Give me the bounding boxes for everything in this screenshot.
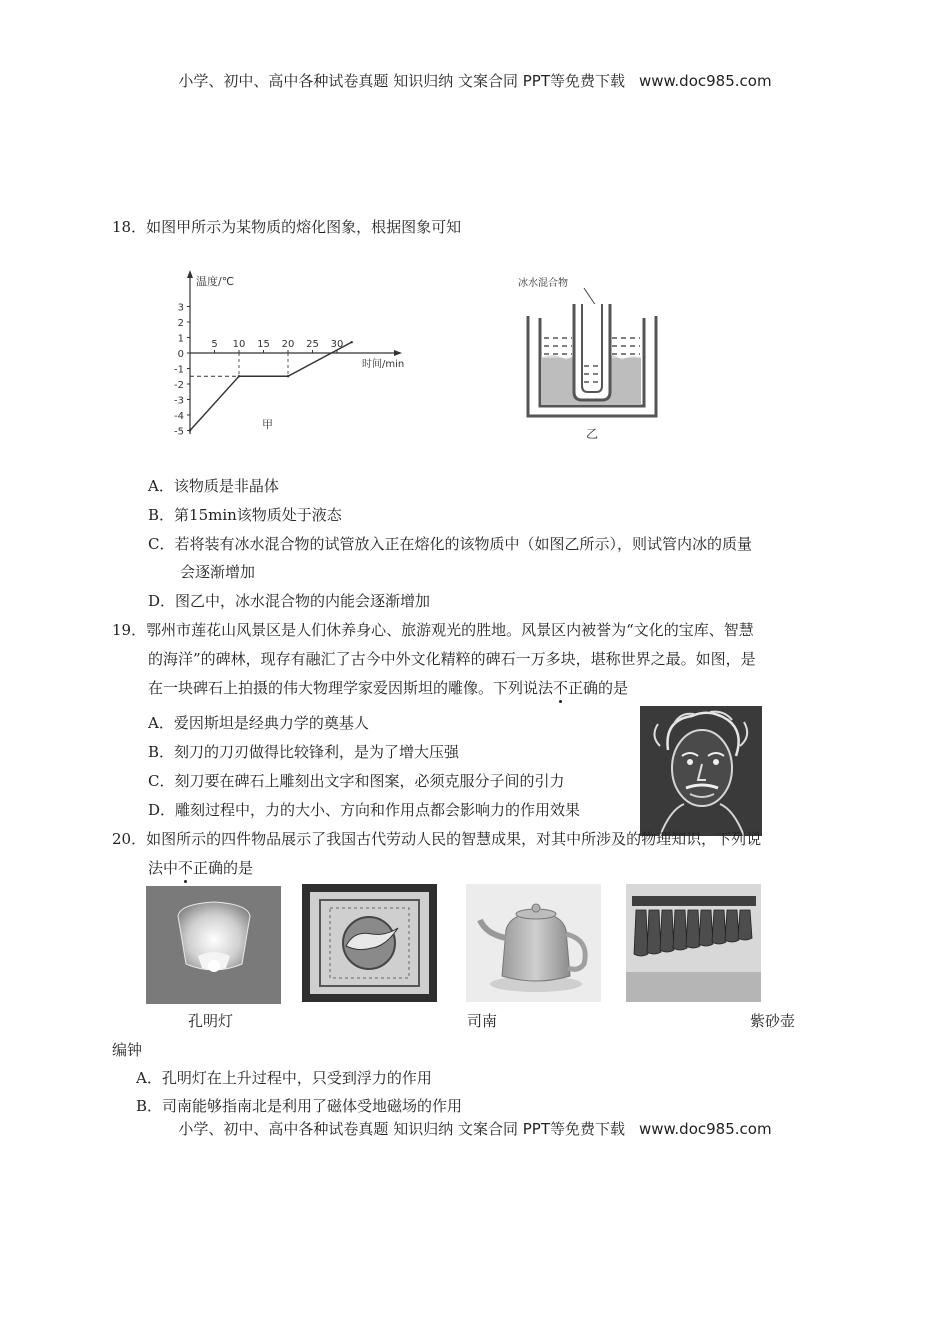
caption-sinan: 司南 — [467, 1012, 498, 1030]
q20-line1: 20．如图所示的四件物品展示了我国古代劳动人民的智慧成果，对其中所涉及的物理知识，下列说 — [112, 830, 762, 848]
callout-line — [584, 288, 596, 306]
q18-option-b: B．第15min该物质处于液态 — [148, 506, 342, 524]
q19-line2: 的海洋”的碑林，现存有融汇了古今中外文化精粹的碑石一万多块，堪称世界之最。如图，是 — [148, 650, 756, 668]
data-point — [287, 375, 289, 377]
y-tick-label: 1 — [177, 333, 184, 345]
x-tick-label: 10 — [232, 339, 246, 350]
y-tick-label: -4 — [174, 411, 184, 422]
bell — [725, 910, 739, 942]
y-tick-label: 2 — [177, 318, 184, 329]
bell — [738, 910, 752, 940]
q19-line3 — [148, 678, 628, 698]
x-tick-label: 15 — [257, 339, 270, 350]
caption-kongming-lantern: 孔明灯 — [188, 1012, 234, 1030]
q18-stem: 18．如图甲所示为某物质的熔化图象，根据图象可知 — [112, 218, 462, 236]
q19-line3-post: 正确的是 — [568, 679, 629, 697]
q20-line2-pre: 法中 — [148, 859, 179, 877]
bell — [673, 910, 687, 950]
x-tick-label: 5 — [211, 339, 218, 350]
bell — [647, 910, 661, 954]
zisha-teapot-image — [466, 884, 601, 1002]
y-axis-arrow — [187, 270, 193, 278]
q19-emphasis-char: 不 — [553, 679, 569, 697]
einstein-relief-image — [640, 706, 762, 836]
sinan-compass-image — [302, 884, 437, 1002]
figure-jia-melting-graph — [160, 266, 430, 446]
q20-line2 — [148, 858, 253, 878]
q18-option-c-line1: C．若将装有冰水混合物的试管放入正在熔化的该物质中（如图乙所示），则试管内冰的质量 — [148, 535, 752, 553]
q18-option-c-line2: 会逐渐增加 — [180, 563, 256, 581]
q19-option-c: C．刻刀要在碑石上雕刻出文字和图案，必须克服分子间的引力 — [148, 772, 565, 790]
data-point — [351, 341, 353, 343]
q19-line3-pre: 在一块碑石上拍摄的伟大物理学家爱因斯坦的雕像。下列说法 — [148, 679, 554, 697]
jia-ylabel: 温度/℃ — [196, 275, 235, 288]
kongming-lantern-image — [146, 886, 281, 1004]
data-point — [189, 429, 191, 431]
q18-option-a: A．该物质是非晶体 — [148, 477, 279, 495]
y-tick-label: -1 — [174, 364, 184, 376]
jia-label: 甲 — [262, 418, 273, 431]
y-tick-label: -3 — [174, 395, 184, 407]
bell — [634, 910, 648, 956]
q18-option-d: D．图乙中，冰水混合物的内能会逐渐增加 — [148, 592, 431, 610]
q20-option-a: A．孔明灯在上升过程中，只受到浮力的作用 — [136, 1069, 432, 1087]
x-tick-label: 30 — [330, 339, 344, 350]
yi-label: 乙 — [586, 427, 599, 441]
bell — [699, 910, 713, 946]
x-axis-arrow — [394, 350, 402, 356]
caption-zisha-teapot: 紫砂壶 — [750, 1012, 796, 1030]
yi-callout: 冰水混合物 — [518, 278, 568, 289]
q20-line2-post: 正确的是 — [193, 859, 254, 877]
test-tube-inner — [582, 304, 602, 392]
bell — [712, 910, 726, 944]
y-tick-label: 3 — [177, 302, 184, 314]
q20-emphasis-char: 不 — [178, 859, 194, 877]
footer-site[interactable]: www.doc985.com — [638, 1120, 772, 1138]
footer-banner — [0, 1118, 950, 1139]
x-tick-label: 20 — [281, 339, 295, 350]
figure-yi-beaker — [510, 270, 680, 446]
footer-text: 小学、初中、高中各种试卷真题 知识归纳 文案合同 PPT等免费下载 — [178, 1120, 625, 1138]
header-site[interactable]: www.doc985.com — [638, 72, 772, 90]
header-banner — [0, 70, 950, 91]
bell — [686, 910, 700, 948]
y-tick-label: 0 — [177, 349, 184, 360]
jia-xlabel: 时间/min — [362, 359, 405, 370]
y-tick-label: -5 — [174, 426, 184, 438]
bianzhong-bells-image — [626, 884, 761, 1002]
caption-bianzhong: 编钟 — [112, 1041, 143, 1059]
q19-option-d: D．雕刻过程中，力的大小、方向和作用点都会影响力的作用效果 — [148, 801, 581, 819]
data-point — [238, 375, 240, 377]
y-tick-label: -2 — [174, 380, 184, 391]
header-text: 小学、初中、高中各种试卷真题 知识归纳 文案合同 PPT等免费下载 — [178, 72, 625, 90]
q19-option-b: B．刻刀的刀刃做得比较锋利，是为了增大压强 — [148, 743, 460, 761]
q19-line1: 19．鄂州市莲花山风景区是人们休养身心、旅游观光的胜地。风景区内被誉为“文化的宝库、智慧 — [112, 621, 754, 639]
q20-option-b: B．司南能够指南北是利用了磁体受地磁场的作用 — [136, 1097, 463, 1115]
bell — [660, 910, 674, 952]
q19-option-a: A．爱因斯坦是经典力学的奠基人 — [148, 714, 369, 732]
x-tick-label: 25 — [306, 339, 319, 350]
